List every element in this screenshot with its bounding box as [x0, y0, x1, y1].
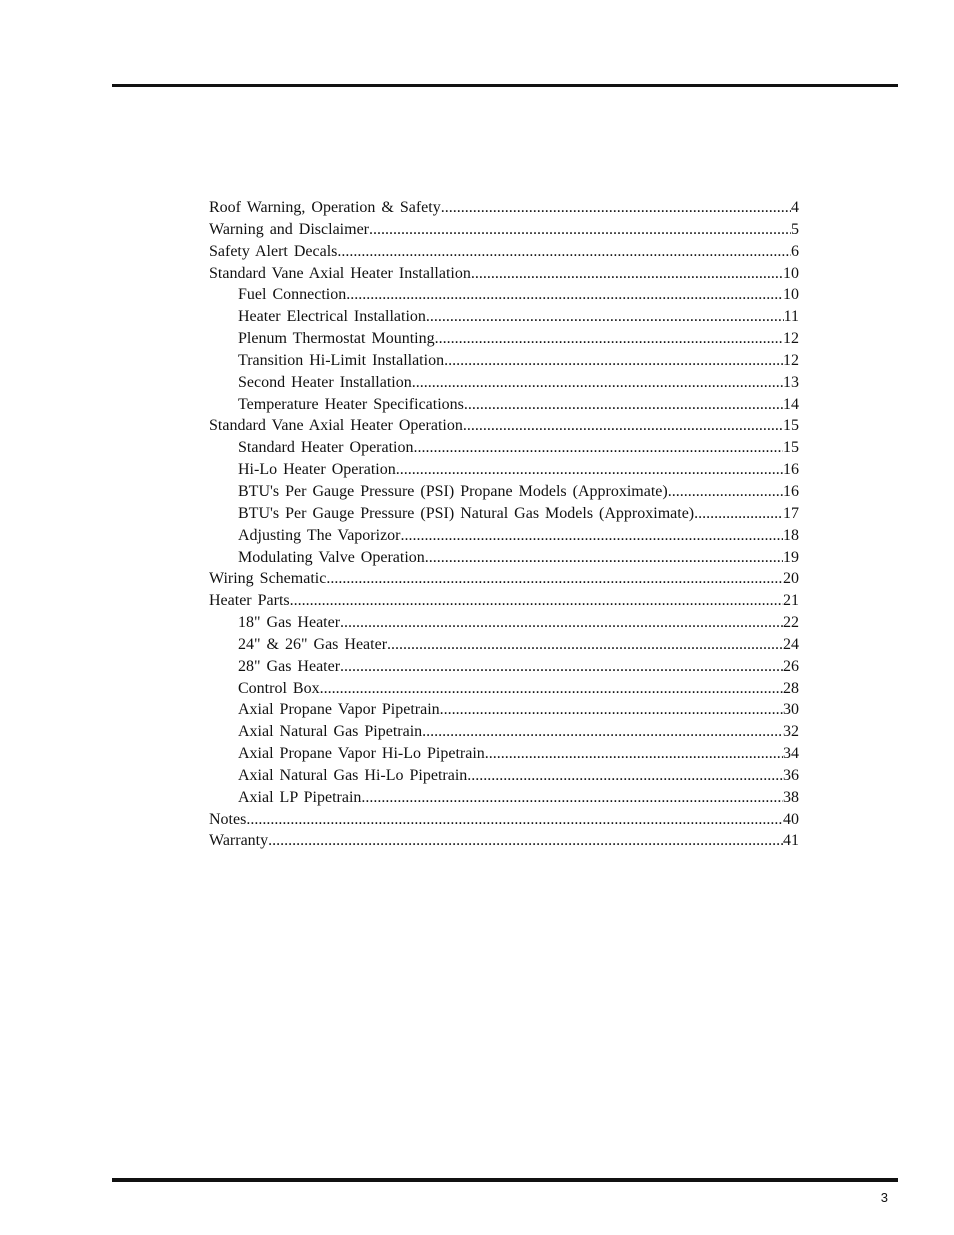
toc-entry[interactable] — [209, 219, 799, 241]
toc-entry-page: 41 — [783, 832, 799, 850]
toc-entry-page: 24 — [783, 635, 799, 653]
toc-entry-page: 15 — [783, 417, 799, 435]
toc-entry[interactable] — [209, 525, 799, 547]
toc-entry-page: 17 — [783, 504, 799, 522]
toc-dot-leader — [668, 481, 783, 503]
toc-dot-leader — [425, 547, 783, 569]
toc-entry-page: 13 — [783, 373, 799, 391]
toc-entry-title: Temperature Heater Specifications — [238, 395, 464, 413]
toc-dot-leader — [471, 263, 783, 285]
toc-entry[interactable] — [209, 284, 799, 306]
toc-entry-title: Adjusting The Vaporizor — [238, 526, 401, 544]
toc-entry-title: Heater Electrical Installation — [238, 308, 426, 326]
toc-entry[interactable] — [209, 306, 799, 328]
toc-entry-page: 36 — [783, 766, 799, 784]
toc-dot-leader — [413, 437, 783, 459]
toc-dot-leader — [268, 830, 783, 852]
page-number: 3 — [880, 1190, 888, 1205]
toc-entry[interactable] — [209, 503, 799, 525]
toc-dot-leader — [694, 503, 783, 525]
toc-entry-title: BTU's Per Gauge Pressure (PSI) Propane Models (Approximate) — [238, 482, 668, 500]
toc-entry-title: Second Heater Installation — [238, 373, 412, 391]
toc-entry-title: 24" & 26" Gas Heater — [238, 635, 388, 653]
toc-entry-page: 19 — [783, 548, 799, 566]
toc-entry-title: Standard Heater Operation — [238, 439, 414, 457]
toc-dot-leader — [422, 721, 783, 743]
toc-entry[interactable] — [209, 590, 799, 612]
toc-dot-leader — [464, 394, 783, 416]
toc-entry[interactable] — [209, 197, 799, 219]
toc-entry-page: 11 — [783, 308, 799, 326]
toc-entry-page: 5 — [791, 220, 799, 238]
toc-entry-title: Axial Propane Vapor Pipetrain — [238, 701, 440, 719]
toc-entry[interactable] — [209, 415, 799, 437]
toc-entry[interactable] — [209, 568, 799, 590]
toc-entry-title: Standard Vane Axial Heater Operation — [209, 417, 463, 435]
footer-rule — [112, 1178, 898, 1182]
toc-dot-leader — [396, 459, 783, 481]
toc-entry[interactable] — [209, 241, 799, 263]
toc-dot-leader — [426, 306, 784, 328]
toc-entry-page: 16 — [783, 482, 799, 500]
toc-entry-page: 28 — [783, 679, 799, 697]
toc-entry-title: Warning and Disclaimer — [209, 220, 369, 238]
toc-dot-leader — [485, 743, 783, 765]
toc-dot-leader — [444, 350, 783, 372]
toc-entry-page: 6 — [791, 242, 799, 260]
toc-entry-page: 10 — [783, 264, 799, 282]
toc-entry-title: Roof Warning, Operation & Safety — [209, 199, 441, 216]
toc-entry-page: 15 — [783, 439, 799, 457]
toc-dot-leader — [340, 656, 783, 678]
toc-dot-leader — [337, 241, 791, 263]
toc-entry-title: Hi-Lo Heater Operation — [238, 461, 396, 479]
toc-entry[interactable] — [209, 459, 799, 481]
toc-entry[interactable] — [209, 809, 799, 831]
toc-entry[interactable] — [209, 765, 799, 787]
toc-entry[interactable] — [209, 547, 799, 569]
toc-entry-page: 4 — [791, 199, 799, 216]
toc-dot-leader — [401, 525, 784, 547]
toc-dot-leader — [361, 787, 783, 809]
toc-entry[interactable] — [209, 634, 799, 656]
toc-entry[interactable] — [209, 678, 799, 700]
toc-entry-title: Warranty — [209, 832, 269, 850]
toc-entry[interactable] — [209, 830, 799, 852]
toc-entry[interactable] — [209, 350, 799, 372]
toc-dot-leader — [441, 197, 791, 219]
toc-dot-leader — [346, 284, 783, 306]
toc-entry-title: Axial LP Pipetrain — [238, 788, 362, 806]
toc-entry-title: Control Box — [238, 679, 320, 697]
toc-entry[interactable] — [209, 743, 799, 765]
toc-dot-leader — [340, 612, 783, 634]
toc-entry[interactable] — [209, 394, 799, 416]
header-rule — [112, 84, 898, 87]
toc-entry[interactable] — [209, 372, 799, 394]
toc-entry-title: Axial Natural Gas Pipetrain — [238, 723, 423, 741]
toc-entry[interactable] — [209, 612, 799, 634]
toc-entry-page: 30 — [783, 701, 799, 719]
toc-entry-title: 18" Gas Heater — [238, 614, 341, 632]
toc-entry-page: 14 — [783, 395, 799, 413]
toc-entry-title: Modulating Valve Operation — [238, 548, 425, 566]
toc-dot-leader — [369, 219, 791, 241]
toc-entry-title: Plenum Thermostat Mounting — [238, 330, 435, 348]
toc-dot-leader — [290, 590, 783, 612]
toc-entry[interactable] — [209, 699, 799, 721]
toc-entry-title: Transition Hi-Limit Installation — [238, 351, 445, 369]
table-of-contents — [209, 197, 799, 852]
toc-entry[interactable] — [209, 656, 799, 678]
toc-entry-page: 16 — [783, 461, 799, 479]
toc-entry-page: 26 — [783, 657, 799, 675]
toc-entry-title: Notes — [209, 810, 247, 828]
toc-entry[interactable] — [209, 263, 799, 285]
toc-entry-page: 10 — [783, 286, 799, 304]
toc-entry-page: 20 — [783, 570, 799, 588]
toc-entry-page: 21 — [783, 592, 799, 610]
toc-dot-leader — [387, 634, 783, 656]
toc-dot-leader — [440, 699, 783, 721]
toc-entry[interactable] — [209, 481, 799, 503]
toc-entry-page: 40 — [783, 810, 799, 828]
toc-dot-leader — [246, 809, 783, 831]
toc-entry-title: BTU's Per Gauge Pressure (PSI) Natural Gas Models (Approximate) — [238, 504, 695, 522]
toc-entry-title: Heater Parts — [209, 592, 290, 610]
toc-dot-leader — [463, 415, 783, 437]
toc-entry-page: 18 — [783, 526, 799, 544]
toc-dot-leader — [326, 568, 783, 590]
toc-entry[interactable] — [209, 437, 799, 459]
toc-entry-page: 12 — [783, 351, 799, 369]
toc-entry-page: 32 — [783, 723, 799, 741]
toc-entry-title: Axial Natural Gas Hi-Lo Pipetrain — [238, 766, 468, 784]
toc-entry-title: Safety Alert Decals — [209, 242, 338, 260]
toc-dot-leader — [435, 328, 783, 350]
toc-entry-title: Fuel Connection — [238, 286, 347, 304]
toc-entry[interactable] — [209, 328, 799, 350]
toc-dot-leader — [412, 372, 783, 394]
toc-entry-page: 12 — [783, 330, 799, 348]
toc-entry-title: Wiring Schematic — [209, 570, 327, 588]
toc-entry-page: 22 — [783, 614, 799, 632]
toc-dot-leader — [467, 765, 783, 787]
toc-entry-page: 34 — [783, 745, 799, 763]
toc-entry-title: Axial Propane Vapor Hi-Lo Pipetrain — [238, 745, 485, 763]
toc-entry[interactable] — [209, 721, 799, 743]
toc-entry-title: 28" Gas Heater — [238, 657, 341, 675]
toc-entry[interactable] — [209, 787, 799, 809]
toc-dot-leader — [320, 678, 783, 700]
toc-entry-title: Standard Vane Axial Heater Installation — [209, 264, 471, 282]
toc-entry-page: 38 — [783, 788, 799, 806]
